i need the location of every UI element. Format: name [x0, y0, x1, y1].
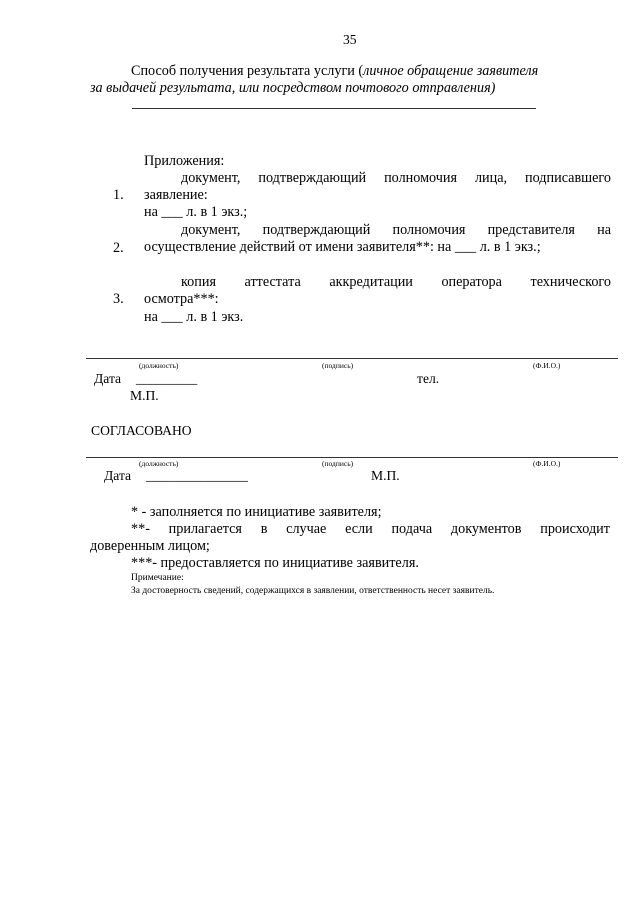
footnote-3: ***- предоставляется по инициативе заявителя.	[131, 555, 419, 571]
footnote-1: * - заполняется по инициативе заявителя;	[131, 504, 382, 520]
attachment-1-line-2: заявление:	[144, 187, 208, 203]
position-caption-1: (должность)	[139, 361, 179, 370]
result-method-option-1: личное обращение заявителя	[363, 63, 539, 79]
date-blank-2: _______________	[146, 468, 248, 483]
attachment-3-line-2: осмотра***:	[144, 291, 219, 307]
word: в	[260, 521, 268, 537]
word: полномочия	[384, 170, 458, 186]
attachment-3-number: 3.	[113, 291, 124, 307]
word: если	[345, 521, 373, 537]
remark-text: За достоверность сведений, содержащихся в заявлении, ответственность несет заявитель.	[131, 586, 495, 596]
word: аттестата	[244, 274, 301, 290]
footnote-2-line-2: доверенным лицом;	[90, 538, 210, 554]
word: документ,	[181, 222, 241, 238]
attachment-3-line-3: на ___ л. в 1 экз.	[144, 309, 244, 325]
word: случае	[286, 521, 327, 537]
word: прилагается	[168, 521, 242, 537]
signature-caption-1: (подпись)	[322, 361, 354, 370]
word: копия	[181, 274, 216, 290]
signature-caption-2: (подпись)	[322, 459, 354, 468]
page-number: 35	[343, 32, 357, 47]
result-method-option-2: за выдачей результата, или посредством почтового отправления)	[90, 80, 496, 96]
word: на	[597, 222, 611, 238]
signature-line-2	[86, 457, 618, 458]
word: происходит	[540, 521, 610, 537]
word: подписавшего	[525, 170, 611, 186]
word: технического	[530, 274, 611, 290]
word: оператора	[441, 274, 502, 290]
signature-line-1	[86, 358, 618, 359]
word: подача	[391, 521, 433, 537]
stamp-label-1: М.П.	[130, 388, 159, 403]
result-method-underline	[132, 108, 536, 109]
date-blank-1: _________	[136, 371, 198, 386]
word: лица,	[474, 170, 508, 186]
stamp-label-2: М.П.	[371, 468, 400, 483]
result-method-label: Способ получения результата услуги (	[131, 63, 364, 79]
attachment-2-line-1	[181, 222, 611, 239]
fio-caption-2: (Ф.И.О.)	[533, 459, 561, 468]
footnote-2-line-1	[131, 521, 610, 538]
result-method-line-2	[90, 80, 495, 97]
word: полномочия	[392, 222, 466, 238]
word: аккредитации	[329, 274, 413, 290]
attachment-1-line-1	[181, 170, 611, 187]
date-label-1: Дата	[94, 371, 122, 386]
attachment-3-line-1	[181, 274, 611, 291]
word: подтверждающий	[262, 222, 371, 238]
attachments-heading: Приложения:	[144, 153, 225, 169]
remark-title: Примечание:	[131, 573, 184, 583]
phone-label: тел.	[417, 371, 440, 386]
word: представителя	[487, 222, 575, 238]
result-method-line-1	[131, 63, 538, 80]
word: документ,	[181, 170, 241, 186]
approved-label: СОГЛАСОВАНО	[91, 423, 192, 438]
position-caption-2: (должность)	[139, 459, 179, 468]
word: **-	[131, 521, 150, 537]
word: документов	[450, 521, 522, 537]
attachment-1-line-3: на ___ л. в 1 экз.;	[144, 204, 248, 220]
attachment-2-number: 2.	[113, 240, 124, 256]
word: подтверждающий	[258, 170, 367, 186]
attachment-1-number: 1.	[113, 187, 124, 203]
date-label-2: Дата	[104, 468, 132, 483]
fio-caption-1: (Ф.И.О.)	[533, 361, 561, 370]
attachment-2-line-2: осуществление действий от имени заявителя**: на ___ л. в 1 экз.;	[144, 239, 541, 255]
